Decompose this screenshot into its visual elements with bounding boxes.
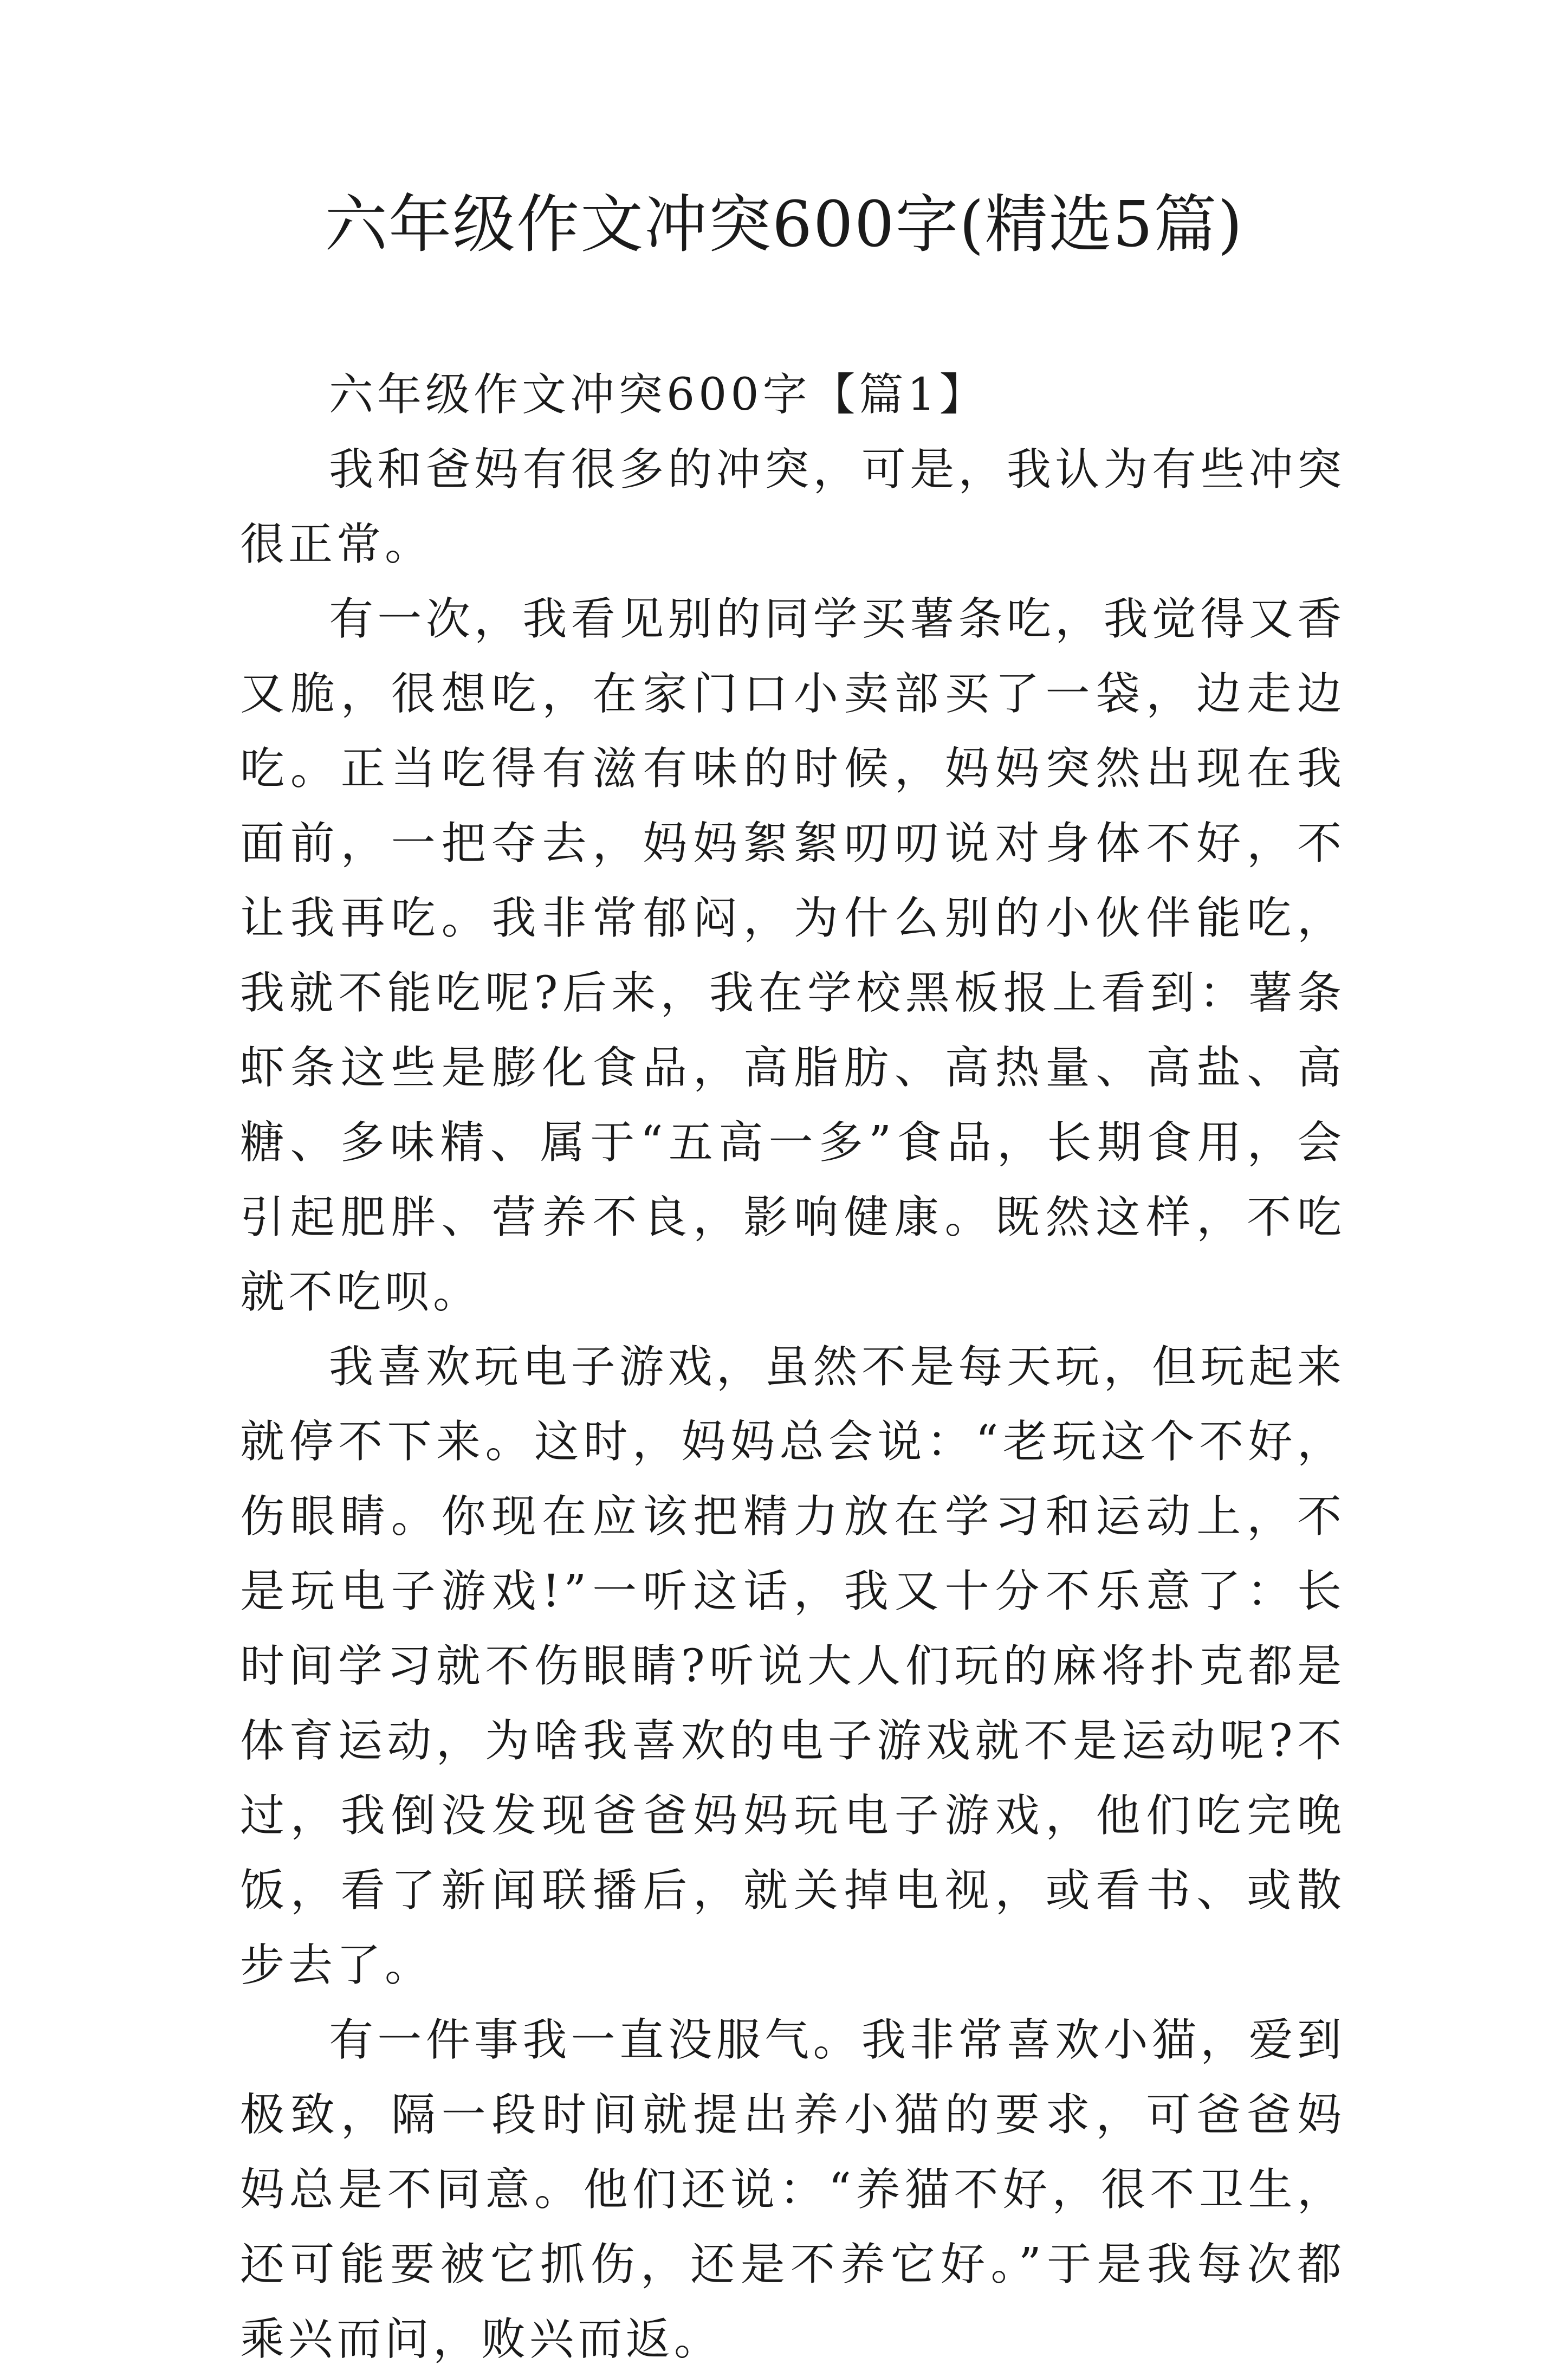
document-title: 六年级作文冲突600字(精选5篇): [325, 188, 1243, 261]
paragraph: 我喜欢玩电子游戏，虽然不是每天玩，但玩起来就停不下来。这时，妈妈总会说：“老玩这个不好，伤眼睛。你现在应该把精力放在学习和运动上，不是玩电子游戏!”一听这话，我又十分不乐意了：长时间学习就不伤眼睛?听说大人们玩的麻将扑克都是体育运动，为啥我喜欢的电子游戏就不是运动呢?不过，我倒没发现爸爸妈妈玩电子游戏，他们吃完晚饭，看了新闻联播后，就关掉电视，或看书、或散步去了。: [240, 1341, 1345, 1991]
paragraph: 有一件事我一直没服气。我非常喜欢小猫，爱到极致，隔一段时间就提出养小猫的要求，可爸爸妈妈总是不同意。他们还说：“养猫不好，很不卫生，还可能要被它抓伤，还是不养它好。”于是我每次都乘兴而问，败兴而返。: [240, 2014, 1345, 2365]
paragraph: 有一次，我看见别的同学买薯条吃，我觉得又香又脆，很想吃，在家门口小卖部买了一袋，边走边吃。正当吃得有滋有味的时候，妈妈突然出现在我面前，一把夺去，妈妈絮絮叨叨说对身体不好，不让我再吃。我非常郁闷，为什么别的小伙伴能吃，我就不能吃呢?后来，我在学校黑板报上看到：薯条虾条这些是膨化食品，高脂肪、高热量、高盐、高糖、多味精、属于“五高一多”食品，长期食用，会引起肥胖、营养不良，影响健康。既然这样，不吃就不吃呗。: [240, 593, 1345, 1318]
section-heading: 六年级作文冲突600字【篇1】: [329, 369, 988, 421]
document-body: [240, 358, 1345, 2377]
paragraph: 我和爸妈有很多的冲突，可是，我认为有些冲突很正常。: [240, 444, 1345, 570]
